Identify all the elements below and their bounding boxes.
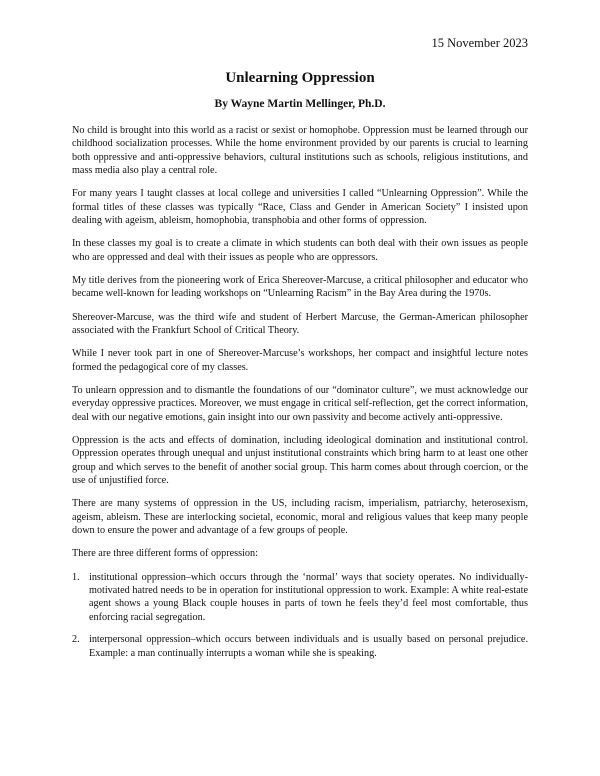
list-item: [72, 571, 528, 625]
paragraph-shereover-marcuse: Shereover-Marcuse, was the third wife and student of Herbert Marcuse, the German-American philosopher associated with the Frankfurt School of Critical Theory.: [72, 311, 528, 337]
document-date: 15 November 2023: [431, 36, 528, 50]
paragraph-oppression-definition: Oppression is the acts and effects of domination, including ideological domination and institutional control. Oppression operates through unequal and unjust institutional constraints which bring harm to at least one other group and which serves to the benefit of another social group. This harm comes about through coercion, or the use of unjustified force.: [72, 434, 528, 487]
forms-of-oppression-list: [72, 571, 528, 660]
list-item-text: interpersonal oppression–which occurs between individuals and is usually based on personal prejudice. Example: a man continually interrupts a woman while she is speaking.: [89, 634, 528, 659]
document-title: Unlearning Oppression: [225, 70, 375, 86]
paragraph-unlearn-steps: To unlearn oppression and to dismantle the foundations of our “dominator culture”, we must acknowledge our everyday oppressive practices. Moreover, we must engage in critical self-reflection, get the correct information, deal with our negative emotions, gain insight into our own passivity and become actively anti-oppressive.: [72, 384, 528, 423]
paragraph-childhood-socialization: No child is brought into this world as a racist or sexist or homophobe. Oppression must be learned through our childhood socialization processes. While the home environment provided by our parents is crucial to learning both oppressive and anti-oppressive behaviors, cultural institutions such as schools, religious institutions, and mass media also play a central role.: [72, 125, 528, 177]
author-byline: By Wayne Martin Mellinger, Ph.D.: [214, 98, 386, 110]
paragraph-systems-of-oppression: There are many systems of oppression in the US, including racism, imperialism, patriarchy, heterosexism, ageism, ableism. These are interlocking societal, economic, moral and religious values that keep many people down to ensure the power and advantage of a few groups of people.: [72, 498, 528, 537]
paragraph-class-goal: In these classes my goal is to create a climate in which students can both deal with their own issues as people who are oppressed and deal with their issues as people who are oppressors.: [72, 238, 528, 263]
paragraph-lecture-notes: While I never took part in one of Shereover-Marcuse’s workshops, her compact and insightful lecture notes formed the pedagogical core of my classes.: [72, 348, 528, 373]
document-body: [72, 124, 528, 669]
list-item-number: 2.: [72, 634, 80, 646]
paragraph-title-origin: My title derives from the pioneering work of Erica Shereover-Marcuse, a critical philosopher and educator who became well-known for leading workshops on “Unlearning Racism” in the Bay Area during the 1970s.: [72, 275, 528, 300]
list-item-number: 1.: [72, 571, 80, 583]
list-item: [72, 633, 528, 660]
list-item-text: institutional oppression–which occurs through the ‘normal’ ways that society operates. No individually-motivated hatred needs to be in operation for institutional oppression to work. Example: A white real-estate agent shows a young Black couple houses in parts of town he feels they’d feel most comfortable, thus enforcing racial segregation.: [89, 571, 528, 623]
paragraph-forms-intro: There are three different forms of oppression:: [72, 548, 258, 560]
paragraph-classes-taught: For many years I taught classes at local college and universities I called “Unlearning Oppression”. While the formal titles of these classes was typically “Race, Class and Gender in American Society” I insisted upon dealing with ageism, ableism, homophobia, transphobia and other forms of oppression.: [72, 188, 528, 227]
